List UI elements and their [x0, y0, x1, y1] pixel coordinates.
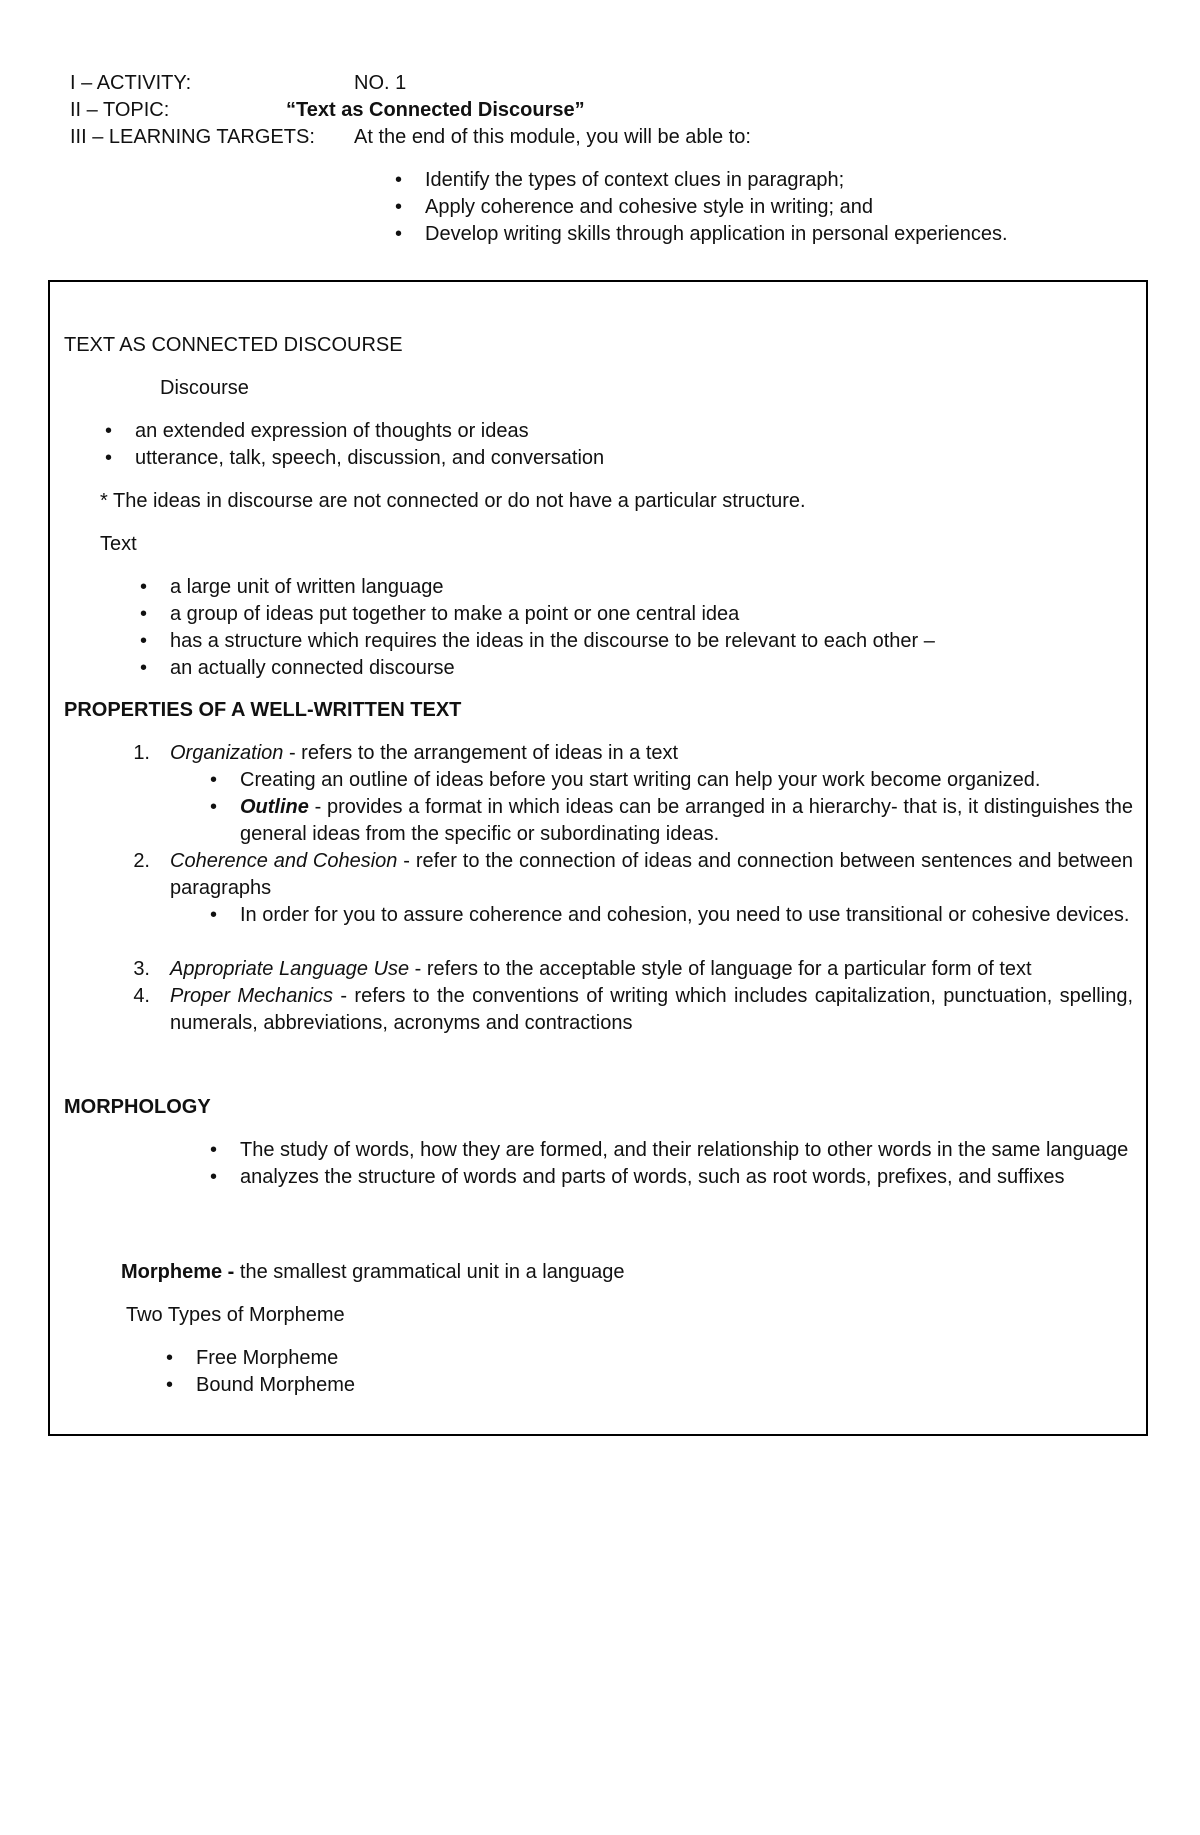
property-organization — [170, 740, 678, 767]
targets-label: III – LEARNING TARGETS: — [70, 126, 315, 148]
property-number: 1. — [133, 742, 150, 764]
list-item: • analyzes the structure of words and parts of words, such as root words, prefixes, and suffixes — [240, 1164, 1133, 1191]
topic-value: “Text as Connected Discourse” — [286, 99, 585, 121]
morpheme-definition — [121, 1259, 625, 1286]
property-desc: - refers to the acceptable style of language for a particular form of text — [409, 958, 1032, 980]
morpheme-types — [196, 1345, 355, 1399]
outline-desc: - provides a format in which ideas can be arranged in a hierarchy- that is, it distinguishes the general ideas from the specific or subordinating ideas. — [240, 796, 1133, 845]
property-language-use — [170, 956, 1032, 983]
learning-targets-list — [425, 167, 1008, 248]
list-item: • The study of words, how they are formed, and their relationship to other words in the same language — [240, 1137, 1133, 1164]
targets-intro: At the end of this module, you will be able to: — [354, 126, 751, 148]
text-points — [170, 574, 935, 682]
discourse-heading: Discourse — [160, 377, 249, 399]
morpheme-desc: the smallest grammatical unit in a language — [234, 1261, 625, 1283]
coherence-subpoints — [240, 902, 1133, 929]
content-box — [48, 280, 1148, 1436]
list-item: • a large unit of written language — [170, 574, 935, 601]
topic-label: II – TOPIC: — [70, 99, 170, 121]
list-item: • Apply coherence and cohesive style in writing; and — [425, 194, 1008, 221]
morphology-heading: MORPHOLOGY — [64, 1096, 211, 1118]
list-item: • has a structure which requires the ideas in the discourse to be relevant to each other – — [170, 628, 935, 655]
list-item: • Creating an outline of ideas before you start writing can help your work become organized. — [240, 767, 1133, 794]
activity-label: I – ACTIVITY: — [70, 72, 192, 94]
list-item: • In order for you to assure coherence and cohesion, you need to use transitional or cohesive devices. — [240, 902, 1133, 929]
properties-heading: PROPERTIES OF A WELL-WRITTEN TEXT — [64, 699, 462, 721]
list-item: • an actually connected discourse — [170, 655, 935, 682]
property-term: Organization — [170, 742, 284, 764]
organization-subpoints — [240, 767, 1133, 848]
text-heading: Text — [100, 533, 137, 555]
property-number: 3. — [133, 958, 150, 980]
activity-value: NO. 1 — [354, 72, 407, 94]
property-term: Appropriate Language Use — [170, 958, 410, 980]
list-item: • Free Morpheme — [196, 1345, 355, 1372]
property-mechanics — [170, 983, 1133, 1037]
outline-term: Outline — [240, 796, 309, 818]
list-item — [240, 794, 1133, 848]
section-title: TEXT AS CONNECTED DISCOURSE — [64, 334, 403, 356]
morpheme-term: Morpheme - — [121, 1261, 235, 1283]
list-item: • Develop writing skills through application in personal experiences. — [425, 221, 1008, 248]
list-item: • a group of ideas put together to make a point or one central idea — [170, 601, 935, 628]
discourse-note: * The ideas in discourse are not connected or do not have a particular structure. — [100, 490, 806, 512]
list-item: • Identify the types of context clues in paragraph; — [425, 167, 1008, 194]
property-term: Proper Mechanics — [170, 985, 333, 1007]
property-number: 2. — [133, 850, 150, 872]
morphology-points — [240, 1137, 1133, 1191]
property-coherence — [170, 848, 1133, 902]
property-desc: - refers to the arrangement of ideas in a text — [283, 742, 679, 764]
list-item: • Bound Morpheme — [196, 1372, 355, 1399]
property-number: 4. — [133, 985, 150, 1007]
property-desc: - refer to the connection of ideas and connection between sentences and between paragraphs — [170, 850, 1133, 899]
list-item: • utterance, talk, speech, discussion, and conversation — [135, 445, 604, 472]
types-heading: Two Types of Morpheme — [126, 1304, 345, 1326]
property-desc: - refers to the conventions of writing which includes capitalization, punctuation, spelling, numerals, abbreviations, acronyms and contractions — [170, 985, 1133, 1034]
list-item: • an extended expression of thoughts or ideas — [135, 418, 604, 445]
discourse-points — [135, 418, 604, 472]
property-term: Coherence and Cohesion — [170, 850, 398, 872]
